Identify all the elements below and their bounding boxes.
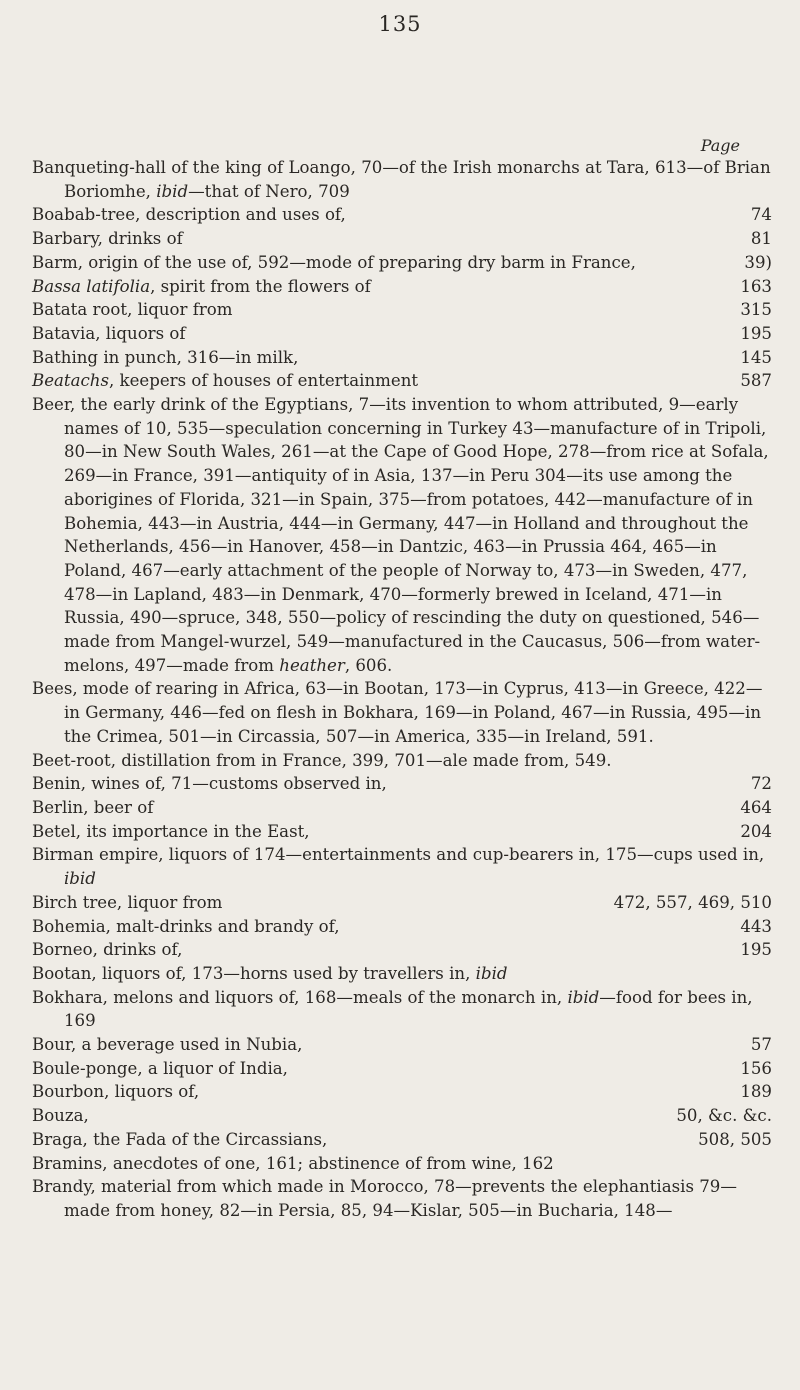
index-entry <box>32 677 772 748</box>
index-entry <box>32 275 772 299</box>
index-entry <box>32 1104 772 1128</box>
index-entry-text: Bathing in punch, 316—in milk, <box>32 347 299 367</box>
index-entry-text: Batavia, liquors of <box>32 323 186 343</box>
index-entry <box>32 393 772 677</box>
index-entry <box>32 1175 772 1222</box>
index-entry-text: Batata root, liquor from <box>32 300 233 320</box>
index-entry <box>32 203 772 227</box>
index-entry-page-ref: 81 <box>750 229 772 249</box>
index-entry-text: Bohemia, malt-drinks and brandy of, <box>32 916 340 936</box>
index-entry <box>32 843 772 890</box>
index-entry-page-ref: 195 <box>740 323 772 343</box>
index-entry-text: Boule-ponge, a liquor of India, <box>32 1058 288 1078</box>
index-entry-text: Boabab-tree, description and uses of, <box>32 205 346 225</box>
index-entry-text: Birman empire, liquors of 174—entertainments and cup-bearers in, 175—cups used in, ibid <box>32 845 765 889</box>
index-entry-text: Bees, mode of rearing in Africa, 63—in Bootan, 173—in Cyprus, 413—in Greece, 422—in Germany, 446—fed on flesh in Bokhara, 169—in Poland, 467—in Russia, 495—in the Crimea, 501—in Circassia, 507—in America, 335—in Ireland, 591. <box>32 679 763 746</box>
index-entry <box>32 227 772 251</box>
index-entry-page-ref: 189 <box>740 1082 772 1102</box>
index-entry <box>32 156 772 203</box>
index-entry-text: Benin, wines of, 71—customs observed in, <box>32 774 387 794</box>
index-entries <box>32 156 772 1223</box>
index-entry-page-ref: 156 <box>740 1058 772 1078</box>
index-entry-text: Banqueting-hall of the king of Loango, 70—of the Irish monarchs at Tara, 613—of Brian Boriomhe, ibid—that of Nero, 709 <box>32 158 771 201</box>
index-entry-page-ref: 443 <box>740 916 772 936</box>
index-entry <box>32 749 772 773</box>
index-entry-page-ref: 472, 557, 469, 510 <box>613 892 772 912</box>
index-entry-page-ref: 587 <box>740 371 772 391</box>
index-entry-page-ref: 145 <box>740 347 772 367</box>
index-entry-text: Bokhara, melons and liquors of, 168—meals of the monarch in, ibid—food for bees in, 169 <box>32 987 753 1031</box>
index-entry <box>32 298 772 322</box>
index-entry-text: Beatachs, keepers of houses of entertainment <box>32 371 419 391</box>
index-entry-text: Braga, the Fada of the Circassians, <box>32 1129 328 1149</box>
index-entry <box>32 251 772 275</box>
page-number: 135 <box>378 12 422 36</box>
index-entry-page-ref: 204 <box>740 821 772 841</box>
index-entry <box>32 962 772 986</box>
index-entry <box>32 772 772 796</box>
index-entry-text: Barm, origin of the use of, 592—mode of preparing dry barm in France, <box>32 252 636 272</box>
index-entry-text: Borneo, drinks of, <box>32 940 183 960</box>
index-entry <box>32 986 772 1033</box>
index-entry-page-ref: 74 <box>750 205 772 225</box>
index-entry <box>32 1080 772 1104</box>
index-entry-text: Betel, its importance in the East, <box>32 821 310 841</box>
index-entry-page-ref: 39) <box>744 252 772 272</box>
index-entry-text: Berlin, beer of <box>32 797 154 817</box>
index-entry-page-ref: 72 <box>750 774 772 794</box>
index-entry-page-ref: 508, 505 <box>698 1129 772 1149</box>
index-entry <box>32 1128 772 1152</box>
index-entry-text: Birch tree, liquor from <box>32 892 223 912</box>
index-entry <box>32 1057 772 1081</box>
index-entry <box>32 1152 772 1176</box>
index-entry-text: Beer, the early drink of the Egyptians, 7—its invention to whom attributed, 9—early names of 10, 535—speculation concerning in Turkey 43—manufacture of in Tripoli, 80—in New South Wales, 261—at the Cape of Good Hope, 278—from rice at Sofala, 269—in France, 391—antiquity of in Asia, 137—in Peru 304—its use among the aborigines of Florida, 321—in Spain, 375—from potatoes, 442—manufacture of in Bohemia, 443—in Austria, 444—in Germany, 447—in Holland and throughout the Netherlands, 456—in Hanover, 458—in Dantzic, 463—in Prussia 464, 465—in Poland, 467—early attachment of the people of Norway to, 473—in Sweden, 477, 478—in Lapland, 483—in Denmark, 470—formerly brewed in Iceland, 471—in Russia, 490—spruce, 348, 550—policy of rescinding the duty on questioned, 546—made from Mangel-wurzel, 549—manufactured in the Caucasus, 506—from water-melons, 497—made from heather, 606. <box>32 395 769 675</box>
index-entry-page-ref: 57 <box>750 1035 772 1055</box>
index-entry <box>32 796 772 820</box>
index-entry <box>32 938 772 962</box>
index-entry <box>32 322 772 346</box>
index-entry-page-ref: 163 <box>740 276 772 296</box>
index-entry-text: Brandy, material from which made in Morocco, 78—prevents the elephantiasis 79—made from honey, 82—in Persia, 85, 94—Kislar, 505—in Bucharia, 148— <box>32 1177 737 1220</box>
index-entry <box>32 346 772 370</box>
index-entry <box>32 369 772 393</box>
index-entry <box>32 891 772 915</box>
index-entry-page-ref: 50, &c. &c. <box>676 1106 772 1126</box>
index-entry-page-ref: 464 <box>740 797 772 817</box>
index-entry-text: Bramins, anecdotes of one, 161; abstinence of from wine, 162 <box>32 1153 554 1173</box>
index-entry-text: Barbary, drinks of <box>32 229 183 249</box>
index-entry-page-ref: 195 <box>740 940 772 960</box>
index-entry <box>32 820 772 844</box>
index-entry-page-ref: 315 <box>740 300 772 320</box>
index-entry-text: Bourbon, liquors of, <box>32 1082 200 1102</box>
index-entry-text: Beet-root, distillation from in France, 399, 701—ale made from, 549. <box>32 750 612 770</box>
index-entry <box>32 1033 772 1057</box>
index-entry-text: Bouza, <box>32 1106 89 1126</box>
index-entry-text: Bassa latifolia, spirit from the flowers of <box>32 276 371 296</box>
index-entry-text: Bour, a beverage used in Nubia, <box>32 1035 303 1055</box>
index-entry <box>32 915 772 939</box>
index-entry-text: Bootan, liquors of, 173—horns used by travellers in, ibid <box>32 963 508 983</box>
page-column-label: Page <box>700 136 740 155</box>
